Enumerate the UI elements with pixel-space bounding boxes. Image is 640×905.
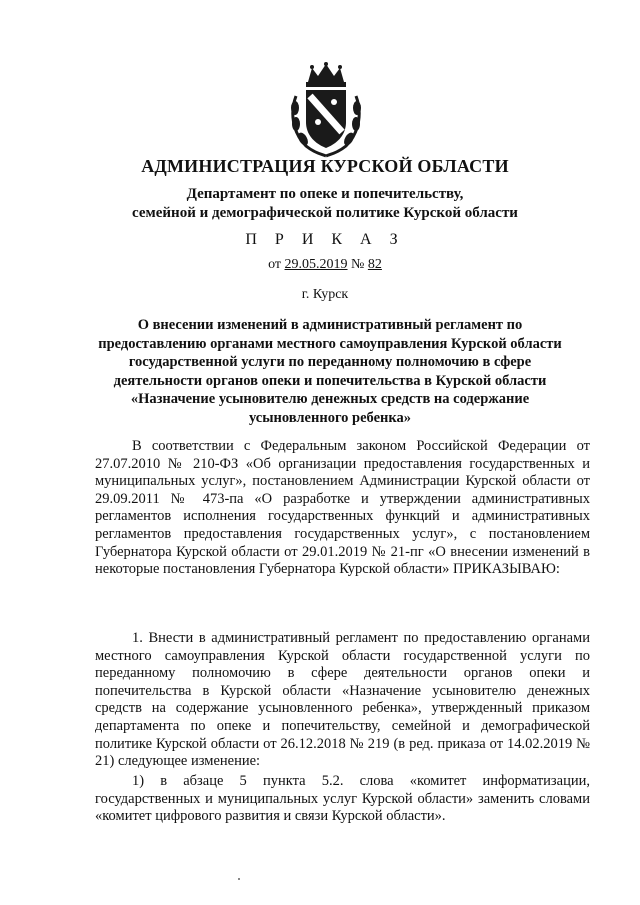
order-date: 29.05.2019	[284, 257, 348, 272]
subject-line: О внесении изменений в административный регламент по	[137, 317, 523, 333]
body-paragraph-preamble: В соответствии с Федеральным законом Российской Федерации от 27.07.2010 № 210-ФЗ «Об организации предоставления государственных и муниципальных услуг», постановлением Администрации Курской области от 29.09.2011 № 473-па «О разработке и утверждении административных регламентов исполнения государственных функций и административных регламентов предоставления государственных услуг», с постановлением Губернатора Курской области от 29.01.2019 № 21-пг «О внесении изменений в некоторые постановления Губернатора Курской области» ПРИКАЗЫВАЮ:	[95, 438, 590, 578]
date-prefix: от	[268, 257, 285, 272]
number-sign: №	[347, 257, 368, 272]
order-subject	[80, 316, 580, 427]
organization-title: АДМИНИСТРАЦИЯ КУРСКОЙ ОБЛАСТИ	[141, 156, 509, 176]
subject-line: предоставлению органами местного самоуправления Курской области	[98, 335, 562, 352]
subject-line: государственной услуги по переданному полномочию в сфере	[128, 354, 532, 370]
department-name	[60, 185, 590, 223]
order-number: 82	[367, 257, 382, 272]
subject-line: деятельности органов опеки и попечительства в Курской области	[113, 372, 547, 389]
scan-dot	[238, 878, 240, 880]
body-paragraph-item-1: 1. Внести в административный регламент по предоставлению органами местного самоуправления Курской области государственной услуги по переданному полномочию в сфере деятельности органов опеки и попечительства в Курской области «Назначение усыновителю денежных средств на содержание усыновленного ребенка», утвержденный приказом департамента по опеке и попечительству, семейной и демографической политике Курской области от 26.12.2018 № 219 (в ред. приказа от 14.02.2019 № 21) следующее изменение:	[95, 630, 590, 770]
department-line: Департамент по опеке и попечительству,	[186, 186, 464, 202]
city: г. Курск	[301, 287, 349, 302]
order-date-number	[60, 257, 590, 273]
coat-of-arms-icon	[286, 62, 366, 160]
subject-line: «Назначение усыновителю денежных средств на содержание	[130, 391, 530, 407]
body-paragraph-subitem-1: 1) в абзаце 5 пункта 5.2. слова «комитет информатизации, государственных и муниципальных услуг Курской области» заменить словами «комитет цифрового развития и связи Курской области».	[95, 773, 590, 825]
subject-line: усыновленного ребенка»	[248, 409, 412, 426]
department-line: семейной и демографической политике Курской области	[132, 205, 518, 221]
document-type: П Р И К А З	[245, 231, 405, 248]
